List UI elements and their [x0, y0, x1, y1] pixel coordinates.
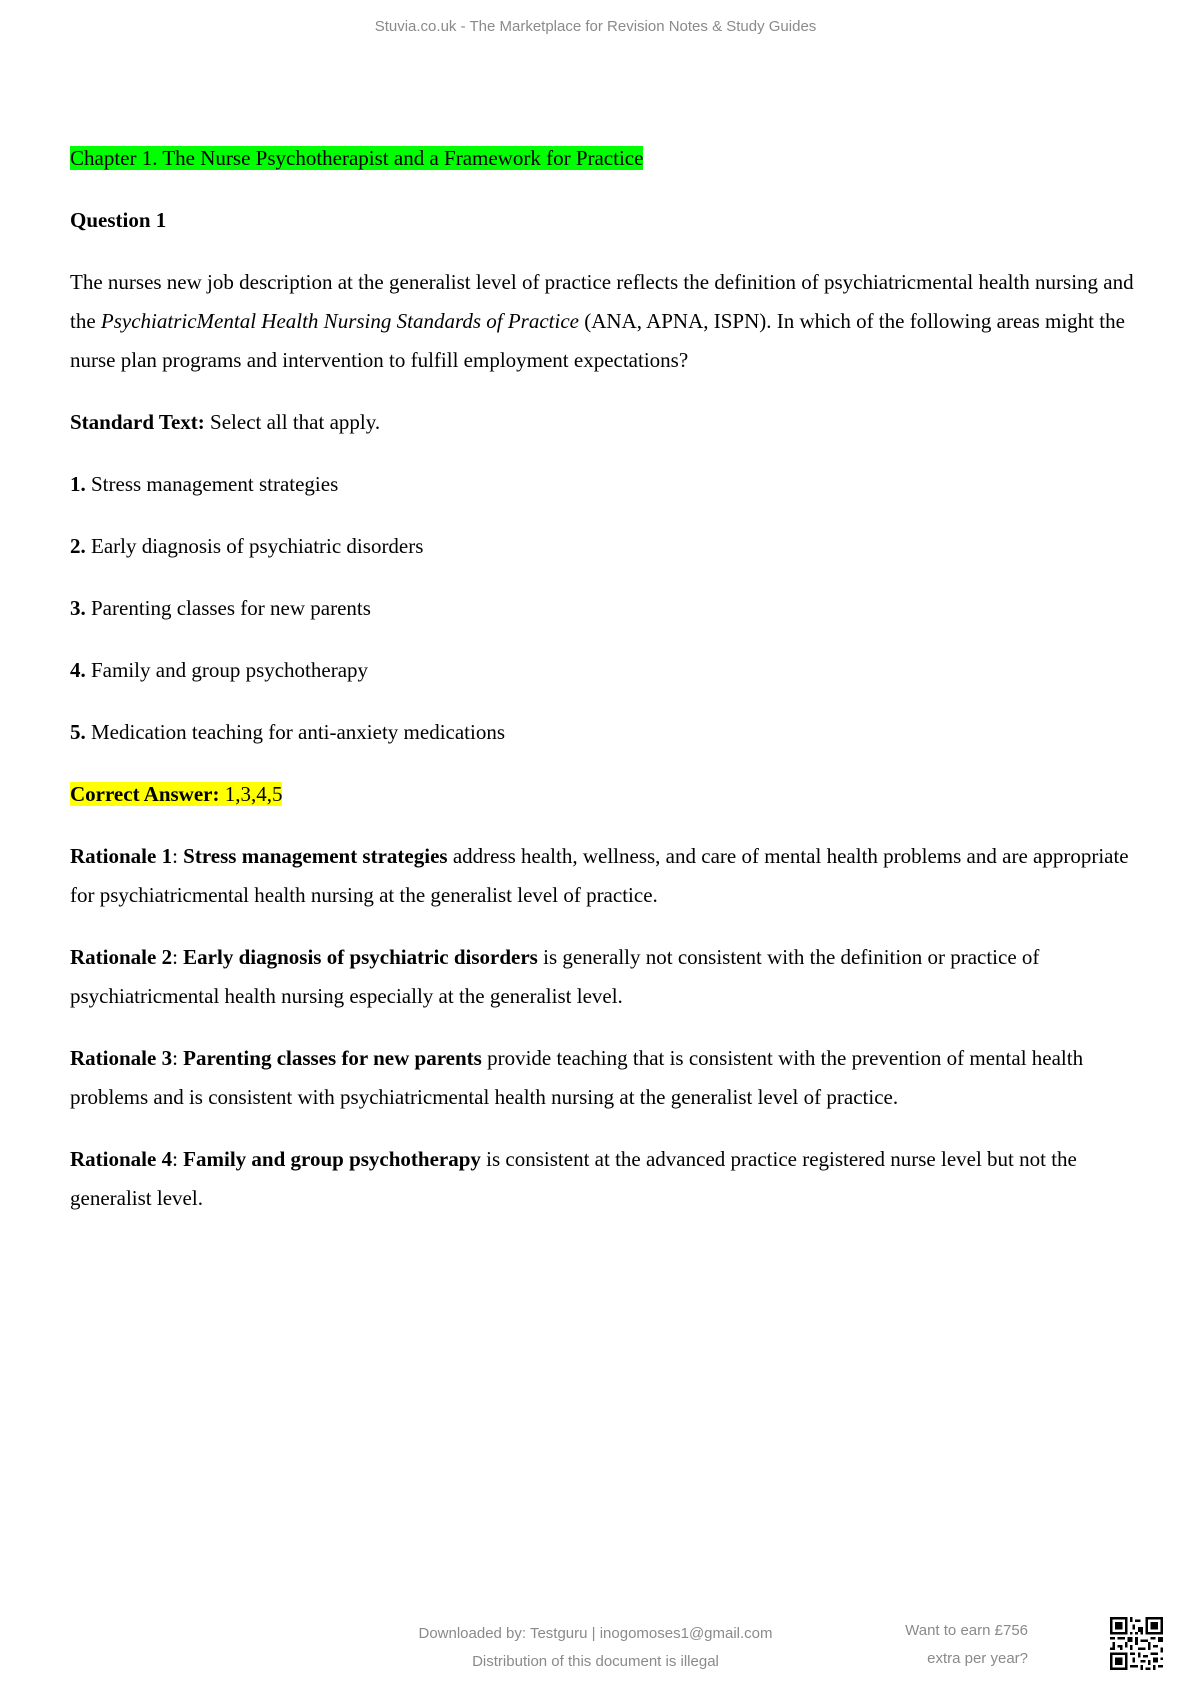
option-text: Stress management strategies [85, 472, 339, 496]
standards-title: PsychiatricMental Health Nursing Standards of Practice [100, 309, 579, 333]
option-2 [70, 527, 1155, 566]
option-text: Family and group psychotherapy [85, 658, 369, 682]
rationale-4 [70, 1140, 1155, 1218]
rationale-text: is consistent at the advanced practice registered nurse level but not the generalist level. [70, 1147, 1077, 1210]
rationale-2 [70, 938, 1155, 1016]
rationale-separator: : [172, 1046, 184, 1070]
correct-answer-row [70, 775, 1155, 814]
rationale-label: Rationale 4 [70, 1147, 173, 1171]
rationale-subject: Family and group psychotherapy [183, 1147, 481, 1171]
rationale-separator: : [172, 1147, 184, 1171]
downloaded-by: Downloaded by: Testguru | inogomoses1@gmail.com [418, 1625, 773, 1642]
qr-code-icon[interactable] [1110, 1617, 1163, 1670]
rationale-text: provide teaching that is consistent with the prevention of mental health problems and is consistent with psychiatricmental health nursing at the generalist level of practice. [70, 1046, 1084, 1109]
rationale-separator: : [172, 844, 184, 868]
rationale-subject: Parenting classes for new parents [183, 1046, 482, 1070]
rationale-label: Rationale 2 [70, 945, 173, 969]
rationale-label: Rationale 1 [70, 844, 173, 868]
rationale-text: address health, wellness, and care of mental health problems and are appropriate for psychiatricmental health nursing at the generalist level of practice. [70, 844, 1129, 907]
site-header: Stuvia.co.uk - The Marketplace for Revision Notes & Study Guides [374, 18, 817, 35]
promo-line-2: extra per year? [927, 1650, 1028, 1667]
option-text: Parenting classes for new parents [85, 596, 371, 620]
correct-answer [70, 782, 282, 806]
chapter-title: Chapter 1. The Nurse Psychotherapist and a Framework for Practice [70, 146, 644, 170]
rationale-text: is generally not consistent with the definition or practice of psychiatricmental health nursing especially at the generalist level. [70, 945, 1040, 1008]
option-text: Medication teaching for anti-anxiety medications [85, 720, 506, 744]
question-heading: Question 1 [70, 208, 167, 232]
rationale-1 [70, 837, 1155, 915]
option-number: 2. [70, 534, 86, 558]
option-1 [70, 465, 1155, 504]
standard-text-label: Standard Text: [70, 410, 205, 434]
question-text-part1: The nurses new job description at the generalist level of practice reflects the definition of psychiatricmental health nursing and the [70, 270, 1134, 333]
option-number: 4. [70, 658, 86, 682]
standard-text-value: Select all that apply. [204, 410, 381, 434]
rationale-label: Rationale 3 [70, 1046, 173, 1070]
option-text: Early diagnosis of psychiatric disorders [85, 534, 424, 558]
option-number: 3. [70, 596, 86, 620]
option-5 [70, 713, 1155, 752]
correct-answer-value: 1,3,4,5 [219, 782, 283, 806]
option-number: 1. [70, 472, 86, 496]
promo-line-1: Want to earn £756 [905, 1622, 1028, 1639]
correct-answer-label: Correct Answer: [70, 782, 220, 806]
question-text [70, 263, 1155, 380]
question-text-part2: (ANA, APNA, ISPN). In which of the following areas might the nurse plan programs and intervention to fulfill employment expectations? [70, 309, 1125, 372]
rationale-subject: Stress management strategies [183, 844, 448, 868]
rationale-separator: : [172, 945, 184, 969]
option-3 [70, 589, 1155, 628]
option-4 [70, 651, 1155, 690]
rationale-3 [70, 1039, 1155, 1117]
rationale-subject: Early diagnosis of psychiatric disorders [183, 945, 538, 969]
chapter-title-row [70, 139, 1155, 178]
distribution-notice: Distribution of this document is illegal [472, 1653, 719, 1670]
standard-text [70, 403, 1155, 442]
document-body [70, 139, 1155, 1218]
earn-promo[interactable] [905, 1617, 1028, 1673]
option-number: 5. [70, 720, 86, 744]
